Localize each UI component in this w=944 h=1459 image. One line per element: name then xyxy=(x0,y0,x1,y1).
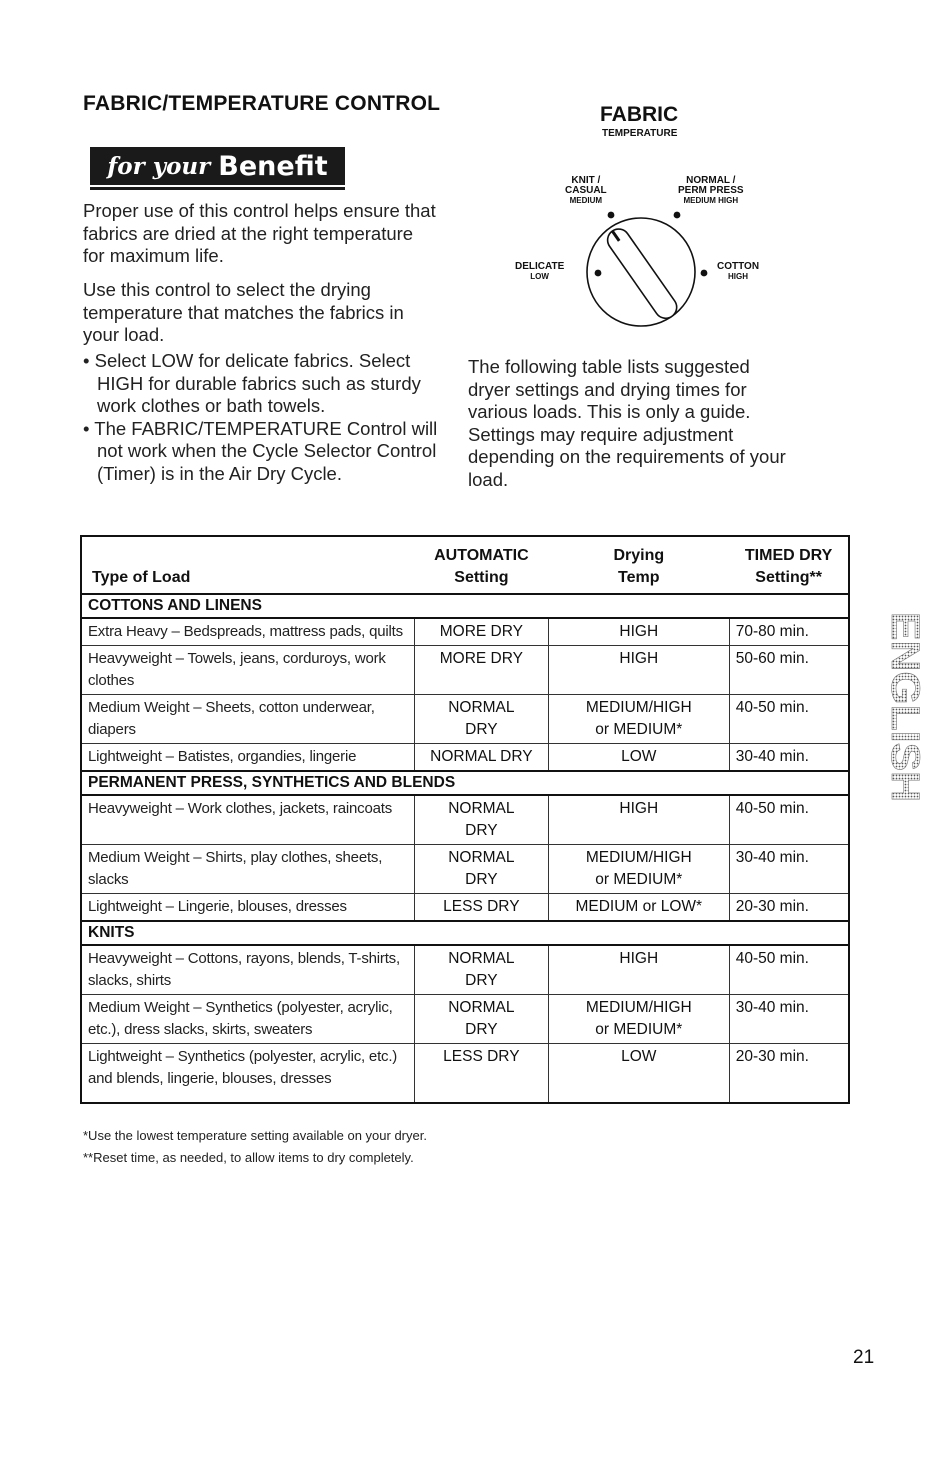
section-row: PERMANENT PRESS, SYNTHETICS AND BLENDS xyxy=(81,771,849,795)
table-row: Lightweight – Lingerie, blouses, dresses LESS DRY MEDIUM or LOW* 20-30 min. xyxy=(81,894,849,922)
header-timed-dry: TIMED DRY Setting** xyxy=(744,547,833,586)
benefit-underline xyxy=(90,187,345,190)
section-row: KNITS xyxy=(81,921,849,945)
dial-dot-normal xyxy=(674,212,681,219)
header-type: Type of Load xyxy=(92,569,191,586)
dial-dot-knit xyxy=(608,212,615,219)
table-row: Medium Weight – Sheets, cotton underwear, diapers NORMAL DRY MEDIUM/HIGH or MEDIUM* 40-50 min. xyxy=(81,695,849,744)
bullet-list xyxy=(83,350,438,485)
dial-knit-line1: KNIT / xyxy=(571,175,601,186)
usage-paragraph: Use this control to select the drying temperature that matches the fabrics in your load. xyxy=(83,279,404,345)
table-row: Heavyweight – Work clothes, jackets, raincoats NORMAL DRY HIGH 40-50 min. xyxy=(81,795,849,845)
language-side-tab xyxy=(858,610,927,806)
benefit-badge-part2: Benefit xyxy=(218,150,328,182)
intro-paragraph: Proper use of this control helps ensure that fabrics are dried at the right temperature for maximum life. xyxy=(83,200,436,266)
table-header-row xyxy=(81,536,849,594)
dial-normal-line1: NORMAL / xyxy=(686,175,736,186)
table-intro-paragraph: The following table lists suggested dryer settings and drying times for various loads. This is only a guide. Settings may require adjustment depending on the requirements of your load. xyxy=(468,356,786,490)
dial-title: FABRIC xyxy=(600,103,679,126)
benefit-badge xyxy=(90,147,345,185)
table-row: Heavyweight – Cottons, rayons, blends, T-shirts, slacks, shirts NORMAL DRY HIGH 40-50 min. xyxy=(81,945,849,995)
bullet-item: • The FABRIC/TEMPERATURE Control will not work when the Cycle Selector Control (Timer) is in the Air Dry Cycle. xyxy=(83,417,438,484)
table-row: Medium Weight – Synthetics (polyester, acrylic, etc.), dress slacks, skirts, sweaters NORMAL DRY MEDIUM/HIGH or MEDIUM* 30-40 min. xyxy=(81,995,849,1044)
load-settings-table xyxy=(80,535,850,1104)
page-number: 21 xyxy=(853,1347,875,1368)
dial-subtitle: TEMPERATURE xyxy=(602,128,678,139)
section-heading: FABRIC/TEMPERATURE CONTROL xyxy=(83,92,441,115)
dial-delicate-temp: LOW xyxy=(530,272,549,281)
footnote-reset-time: **Reset time, as needed, to allow items to dry completely. xyxy=(83,1150,414,1165)
table-row: Medium Weight – Shirts, play clothes, sheets, slacks NORMAL DRY MEDIUM/HIGH or MEDIUM* 30-40 min. xyxy=(81,845,849,894)
dial-delicate-label: DELICATE xyxy=(515,261,565,272)
footnote-temperature: *Use the lowest temperature setting available on your dryer. xyxy=(83,1128,427,1143)
side-tab-text: ENGLISH xyxy=(883,612,927,790)
header-drying-temp: Drying Temp xyxy=(613,547,665,586)
table-row: Extra Heavy – Bedspreads, mattress pads, quilts MORE DRY HIGH 70-80 min. xyxy=(81,618,849,646)
dial-dot-delicate xyxy=(595,270,602,277)
table-row: Lightweight – Batistes, organdies, lingerie NORMAL DRY LOW 30-40 min. xyxy=(81,744,849,772)
section-row: COTTONS AND LINENS xyxy=(81,594,849,618)
dial-knit-line2: CASUAL xyxy=(565,185,607,196)
dial-knit-temp: MEDIUM xyxy=(569,196,603,205)
benefit-badge-part1: for your xyxy=(107,152,211,180)
temperature-dial[interactable] xyxy=(540,200,740,340)
dial-cotton-temp: HIGH xyxy=(728,272,749,281)
header-automatic: AUTOMATIC Setting xyxy=(434,547,529,586)
dial-cotton-label: COTTON xyxy=(717,261,760,272)
dial-dot-cotton xyxy=(701,270,708,277)
table-row: Lightweight – Synthetics (polyester, acrylic, etc.) and blends, lingerie, blouses, dresses LESS DRY LOW 20-30 min. xyxy=(81,1044,849,1104)
bullet-item: • Select LOW for delicate fabrics. Select HIGH for durable fabrics such as sturdy work clothes or bath towels. xyxy=(83,350,421,416)
dial-normal-line2: PERM PRESS xyxy=(678,185,744,196)
dial-normal-temp: MEDIUM HIGH xyxy=(683,196,739,205)
table-row: Heavyweight – Towels, jeans, corduroys, work clothes MORE DRY HIGH 50-60 min. xyxy=(81,646,849,695)
